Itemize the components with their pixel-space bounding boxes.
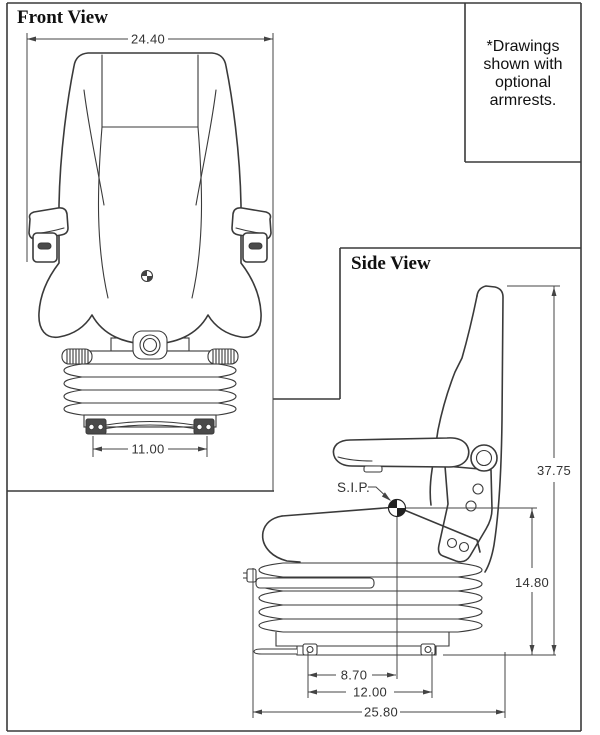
note-line-3: optional xyxy=(494,74,552,91)
dim-label-sip-height: 14.80 xyxy=(514,575,550,590)
mount-foot-right xyxy=(194,419,214,434)
sip-symbol xyxy=(389,500,406,517)
spring-cylinder-left xyxy=(62,349,92,364)
height-adjust-knob xyxy=(133,331,167,359)
slide-pin xyxy=(243,569,256,582)
recliner-bracket xyxy=(439,466,493,562)
front-view-title: Front View xyxy=(17,7,108,28)
dim-label-mount-rail-width: 11.00 xyxy=(131,441,165,457)
side-mount-foot-rear xyxy=(421,644,435,655)
dim-label-overall-width: 24.40 xyxy=(130,31,166,47)
sip-label: S.I.P. xyxy=(337,480,371,495)
armrest-pivot-knob xyxy=(471,445,497,471)
slide-rail xyxy=(256,578,374,588)
seat-emblem xyxy=(142,271,153,282)
dim-label-overall-height: 37.75 xyxy=(536,463,572,478)
front-view-drawing xyxy=(27,33,273,491)
release-lever xyxy=(254,649,297,654)
side-view-title: Side View xyxy=(351,253,431,274)
side-view-drawing xyxy=(243,286,503,655)
dim-label-overall-depth: 25.80 xyxy=(363,704,399,720)
sip-callout xyxy=(337,480,391,501)
dim-label-mount-spacing: 12.00 xyxy=(352,684,388,700)
side-bellows xyxy=(243,563,482,655)
mount-foot-left xyxy=(86,419,106,434)
note-text xyxy=(483,38,562,109)
note-line-1: *Drawings xyxy=(486,38,560,55)
dim-label-sip-to-front-mount: 8.70 xyxy=(340,667,368,683)
front-seat-outline xyxy=(39,53,261,344)
front-bellows xyxy=(64,364,236,415)
side-armrest xyxy=(333,438,468,472)
note-line-2: shown with xyxy=(483,56,563,73)
side-mount-foot-front xyxy=(303,644,317,655)
spring-cylinder-right xyxy=(208,349,238,364)
base-plate xyxy=(297,646,436,655)
note-line-4: armrests. xyxy=(489,92,557,109)
